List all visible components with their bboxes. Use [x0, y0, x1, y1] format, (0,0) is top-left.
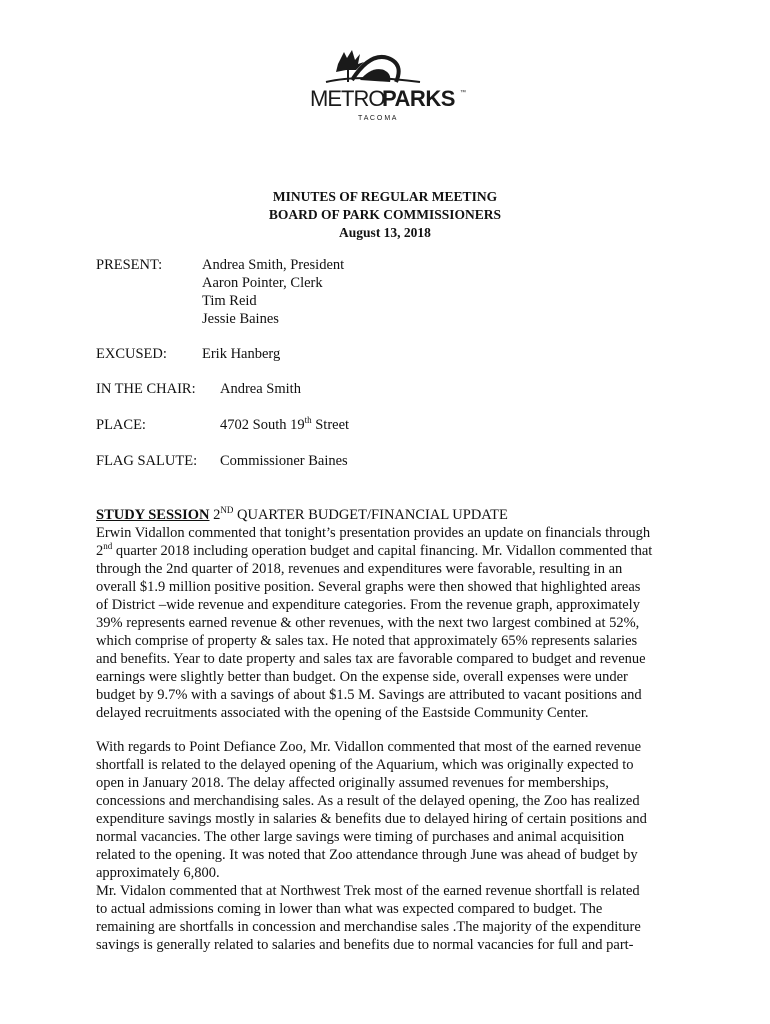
paragraph-line: expenditure savings mostly in salaries & benefits due to delayed hiring of certain positions and	[96, 811, 647, 827]
meeting-title	[0, 188, 770, 242]
paragraph-line: related to the opening. It was noted that Zoo attendance through June was ahead of budget by	[96, 847, 638, 863]
paragraph-line: 39% represents earned revenue & other revenues, with the next two largest combined at 52%,	[96, 615, 640, 631]
paragraph-line: overall $1.9 million positive position. Several graphs were then showed that highlighted areas	[96, 579, 641, 595]
paragraph-line: of District –wide revenue and expenditure categories. From the revenue graph, approximately	[96, 597, 640, 613]
place-value-sup: th	[304, 415, 312, 426]
paragraph-line: through the 2nd quarter of 2018, revenues and expenditures were favorable, resulting in an	[96, 561, 623, 577]
paragraph-line: and benefits. Year to date property and sales tax are favorable compared to budget and revenue	[96, 651, 646, 667]
place-value-number: 4702 South 19	[220, 417, 305, 433]
present-name: Jessie Baines	[202, 311, 279, 327]
paragraph-line: normal vacancies. The other large savings were timing of purchases and animal acquisition	[96, 829, 625, 845]
heading-quarter-number: 2	[209, 507, 221, 523]
paragraph-line: which comprise of property & sales tax. He noted that approximately 65% represents salaries	[96, 633, 638, 649]
paragraph-line: earnings were slightly better than budget. On the expense side, overall expenses were under	[96, 669, 628, 685]
logo-parks-text: PARKS	[382, 86, 455, 111]
paragraph-line: to actual admissions coming in lower than what was expected compared to budget. The	[96, 901, 603, 917]
present-name: Aaron Pointer, Clerk	[202, 275, 323, 291]
present-label: PRESENT:	[96, 257, 163, 273]
paragraph-line: delayed recruitments associated with the opening of the Eastside Community Center.	[96, 705, 589, 721]
study-session-label: STUDY SESSION	[96, 507, 210, 523]
present-name: Andrea Smith, President	[202, 257, 345, 273]
paragraph-line: remaining are shortfalls in concession and merchandise sales .The majority of the expenditure	[96, 919, 641, 935]
zoo-paragraph	[96, 738, 684, 954]
paragraph-line: shortfall is related to the delayed opening of the Aquarium, which was originally expected to	[96, 757, 634, 773]
place-value-street: Street	[311, 417, 350, 433]
paragraph-line: savings is generally related to salaries and benefits due to normal vacancies for full and part-	[96, 937, 634, 953]
title-date: August 13, 2018	[339, 225, 431, 240]
logo-city-text: T A C O M A	[358, 115, 397, 122]
paragraph-line: Mr. Vidalon commented that at Northwest Trek most of the earned revenue shortfall is related	[96, 883, 640, 899]
paragraph-line: budget by 9.7% with a savings of about $1.5 M. Savings are attributed to vacant positions and	[96, 687, 642, 703]
study-session-heading	[96, 506, 684, 524]
metroparks-logo-graphic	[300, 48, 475, 128]
quarter-sup: nd	[103, 541, 113, 552]
title-line-1: MINUTES OF REGULAR MEETING	[272, 189, 498, 204]
heading-topic: QUARTER BUDGET/FINANCIAL UPDATE	[233, 507, 508, 523]
study-session-section	[96, 506, 684, 722]
flag-salute-value: Commissioner Baines	[220, 453, 348, 469]
paragraph-line-text: quarter 2018 including operation budget and capital financing. Mr. Vidallon commented that	[112, 543, 653, 559]
excused-value: Erik Hanberg	[202, 346, 281, 362]
heading-quarter-sup: ND	[220, 505, 234, 516]
place-label: PLACE:	[96, 417, 146, 433]
logo-trademark: ™	[460, 90, 466, 96]
flag-salute-label: FLAG SALUTE:	[96, 453, 198, 469]
place-value	[220, 416, 349, 434]
present-name: Tim Reid	[202, 293, 257, 309]
logo-metro-text: METRO	[310, 86, 385, 111]
paragraph-line: open in January 2018. The delay affected originally assumed revenues for memberships,	[96, 775, 609, 791]
excused-label: EXCUSED:	[96, 346, 167, 362]
title-line-2: BOARD OF PARK COMMISSIONERS	[268, 207, 502, 222]
chair-value: Andrea Smith	[220, 381, 301, 397]
chair-label: IN THE CHAIR:	[96, 381, 196, 397]
paragraph-line: With regards to Point Defiance Zoo, Mr. Vidallon commented that most of the earned revenue	[96, 739, 642, 755]
paragraph-line: Erwin Vidallon commented that tonight’s presentation provides an update on financials through	[96, 525, 651, 541]
present-list	[202, 256, 344, 328]
quarter-number: 2	[96, 543, 104, 559]
paragraph-line: concessions and merchandising sales. As a result of the delayed opening, the Zoo has realized	[96, 793, 640, 809]
paragraph-line	[96, 542, 684, 560]
metroparks-logo	[300, 48, 475, 128]
paragraph-line: approximately 6,800.	[96, 865, 220, 881]
